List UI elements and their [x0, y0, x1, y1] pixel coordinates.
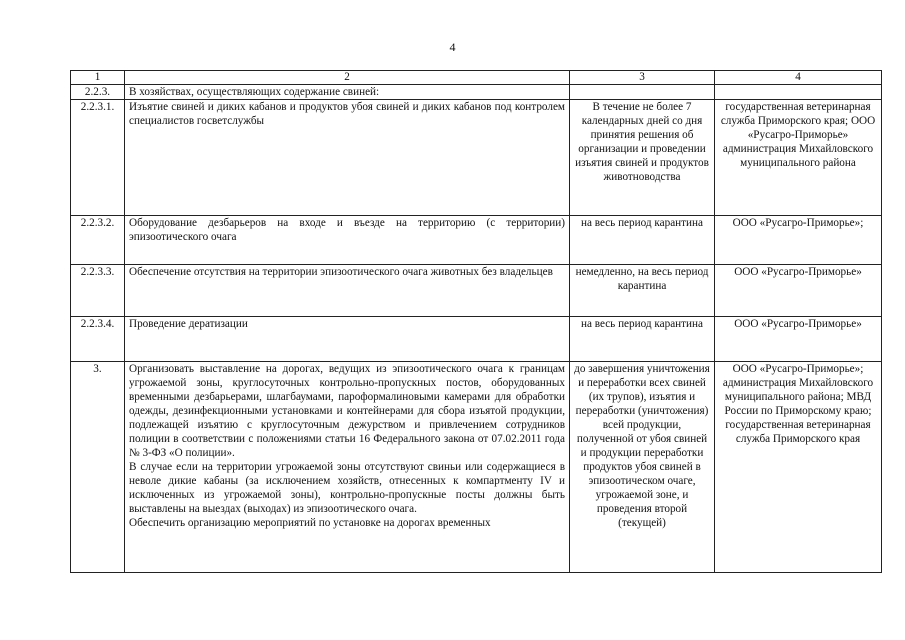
row-number: 3. [71, 362, 125, 573]
term-text: на весь период карантина [570, 216, 715, 265]
row-number: 2.2.3.4. [71, 317, 125, 362]
term-text [570, 85, 715, 100]
row-number: 2.2.3.3. [71, 265, 125, 317]
table-row [71, 100, 882, 216]
table-header-row [71, 71, 882, 85]
measure-paragraph: В случае если на территории угрожаемой зоны отсутствуют свиньи или содержащиеся в неволе дикие кабаны (за исключением хозяйств, отнесенных к компартменту IV и исключенных из угрожаемой зоны), контрольно-пропускные посты должны быть выставлены на выездах (выходах) из эпизоотического очага. [129, 461, 565, 515]
row-number: 2.2.3. [71, 85, 125, 100]
responsible-text: ООО «Русагро-Приморье» [715, 317, 882, 362]
page-number: 4 [449, 40, 456, 54]
table-row [71, 85, 882, 100]
measure-text: В хозяйствах, осуществляющих содержание свиней: [125, 85, 570, 100]
term-text: В течение не более 7 календарных дней со дня принятия решения об организации и проведении изъятия свиней и продуктов животноводства [570, 100, 715, 216]
term-text: на весь период карантина [570, 317, 715, 362]
measure-paragraph: Обеспечить организацию мероприятий по установке на дорогах временных [129, 517, 491, 529]
header-col-4: 4 [715, 71, 882, 85]
measure-text: Оборудование дезбарьеров на входе и въезде на территорию (с территории) эпизоотического очага [125, 216, 570, 265]
row-number: 2.2.3.2. [71, 216, 125, 265]
measure-text: Проведение дератизации [125, 317, 570, 362]
responsible-text: ООО «Русагро-Приморье»; [715, 216, 882, 265]
table-row [71, 317, 882, 362]
measure-text [125, 362, 570, 573]
table-row [71, 362, 882, 573]
responsible-text: государственная ветеринарная служба Приморского края; ООО «Русагро-Приморье» администрация Михайловского муниципального района [715, 100, 882, 216]
responsible-text [715, 85, 882, 100]
header-col-1: 1 [71, 71, 125, 85]
measure-text: Обеспечение отсутствия на территории эпизоотического очага животных без владельцев [125, 265, 570, 317]
measure-text: Изъятие свиней и диких кабанов и продуктов убоя свиней и диких кабанов под контролем специалистов госветслужбы [125, 100, 570, 216]
measure-paragraph: Организовать выставление на дорогах, ведущих из эпизоотического очага к границам угрожаемой зоны, круглосуточных контрольно-пропускных постов, оборудованных временными дезбарьерами, шлагбаумами, пароформалиновыми камерами для обработки одежды, дезинфекционными установками и контейнерами для сбора изъятой продукции, подлежащей изъятию с круглосуточным дежурством и привлечением сотрудников полиции в соответствии с положениями статьи 16 Федерального закона от 07.02.2011 года № 3-ФЗ «О полиции». [129, 363, 565, 459]
measures-table [70, 70, 882, 573]
responsible-text: ООО «Русагро-Приморье»; администрация Михайловского муниципального района; МВД России по Приморскому краю; государственная ветеринарная служба Приморского края [715, 362, 882, 573]
table-row [71, 265, 882, 317]
table-row [71, 216, 882, 265]
header-col-3: 3 [570, 71, 715, 85]
term-text: немедленно, на весь период карантина [570, 265, 715, 317]
header-col-2: 2 [125, 71, 570, 85]
responsible-text: ООО «Русагро-Приморье» [715, 265, 882, 317]
row-number: 2.2.3.1. [71, 100, 125, 216]
term-text: до завершения уничтожения и переработки всех свиней (их трупов), изъятия и переработки (уничтожения) всей продукции, полученной от убоя свиней и продукции переработки продуктов убоя свиней в эпизоотическом очаге, угрожаемой зоне, и проведения второй (текущей) [570, 362, 715, 573]
